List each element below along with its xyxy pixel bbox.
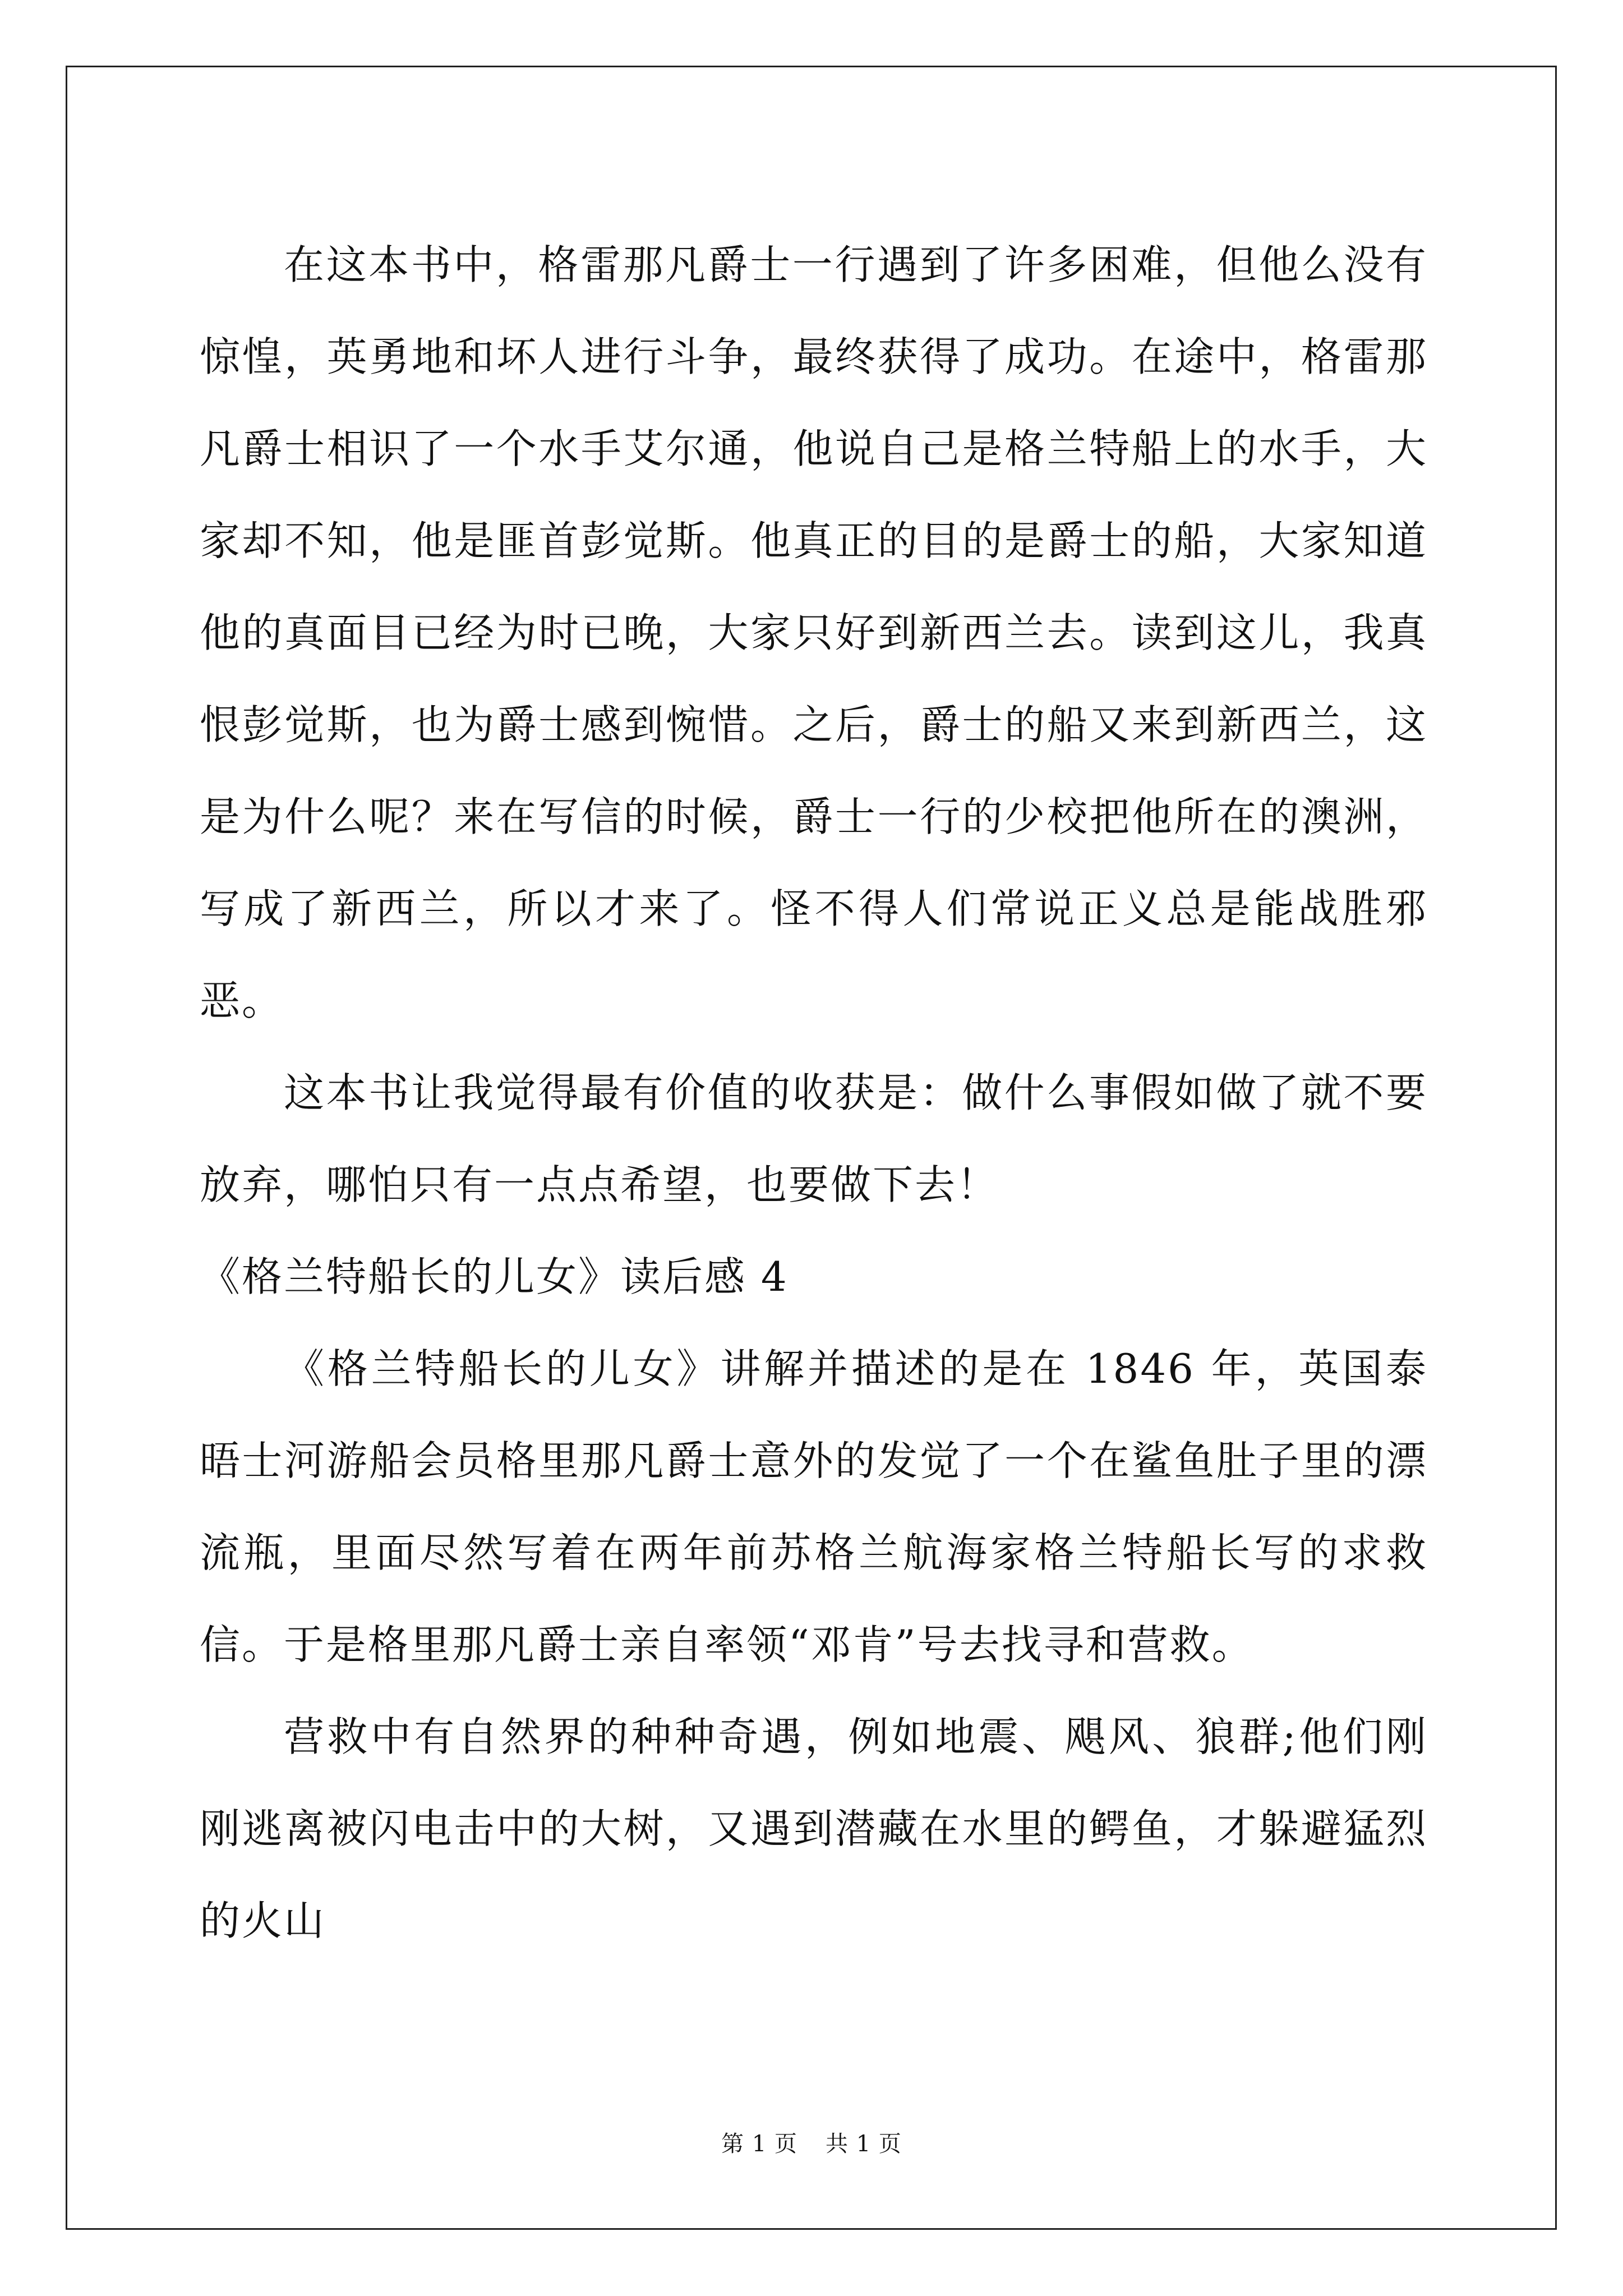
page-footer [0,2126,1623,2158]
paragraph: 《格兰特船长的儿女》讲解并描述的是在 1846 年，英国泰晤士河游船会员格里那凡爵士意外的发觉了一个在鲨鱼肚子里的漂流瓶，里面尽然写着在两年前苏格兰航海家格兰特船长写的求救信。于是格里那凡爵士亲自率领“邓肯”号去找寻和营救。 [200,1345,1428,1668]
document-body [200,219,1428,1967]
page-total: 共 1 页 [826,2131,902,2157]
paragraph: 这本书让我觉得最有价值的收获是：做什么事假如做了就不要放弃，哪怕只有一点点希望，也要做下去！ [200,1069,1428,1208]
paragraph: 在这本书中，格雷那凡爵士一行遇到了许多困难，但他么没有惊惶，英勇地和坏人进行斗争，最终获得了成功。在途中，格雷那凡爵士相识了一个水手艾尔通，他说自己是格兰特船上的水手，大家却不知，他是匪首彭觉斯。他真正的目的是爵士的船，大家知道他的真面目已经为时已晚，大家只好到新西兰去。读到这儿，我真恨彭觉斯，也为爵士感到惋惜。之后，爵士的船又来到新西兰，这是为什么呢？来在写信的时候，爵士一行的少校把他所在的澳洲，写成了新西兰，所以才来了。怪不得人们常说正义总是能战胜邪恶。 [200,241,1428,1024]
page-number: 第 1 页 [721,2131,797,2157]
paragraph: 营救中有自然界的种种奇遇，例如地震、飓风、狼群;他们刚刚逃离被闪电击中的大树，又遇到潜藏在水里的鳄鱼，才躲避猛烈的火山 [200,1713,1428,1944]
section-heading: 《格兰特船长的儿女》读后感 4 [200,1253,789,1300]
